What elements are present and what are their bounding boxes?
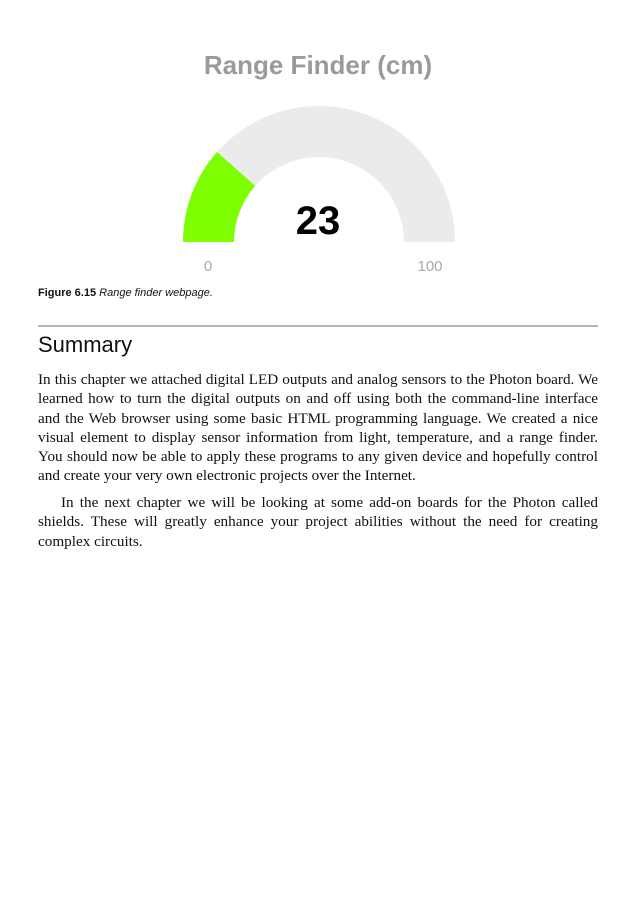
gauge-min-label: 0 [203, 258, 213, 275]
gauge-value: 23 [295, 199, 341, 243]
section-heading: Summary [38, 332, 133, 357]
body-paragraph: In the next chapter we will be looking at some add-on boards for the Photon called shields. These will greatly enhance your project abilities without the need for creating complex circuits. [38, 494, 598, 550]
gauge-chart [0, 0, 636, 290]
section-divider [38, 325, 598, 327]
gauge-max-label: 100 [417, 258, 443, 275]
gauge-title: Range Finder (cm) [203, 50, 433, 80]
body-paragraph: In this chapter we attached digital LED outputs and analog sensors to the Photon board. We learned how to turn the digital outputs on and off using both the command-line interface and the Web browser using some basic HTML programming language. We created a nice visual element to display sensor information from light, temperature, and a range finder. You should now be able to apply these programs to any given device and hopefully control and create your very own electronic projects over the Internet. [38, 371, 598, 485]
figure-number: Figure 6.15 [38, 287, 97, 299]
figure-caption [38, 287, 213, 299]
figure-caption-text: Range finder webpage. [99, 287, 213, 299]
